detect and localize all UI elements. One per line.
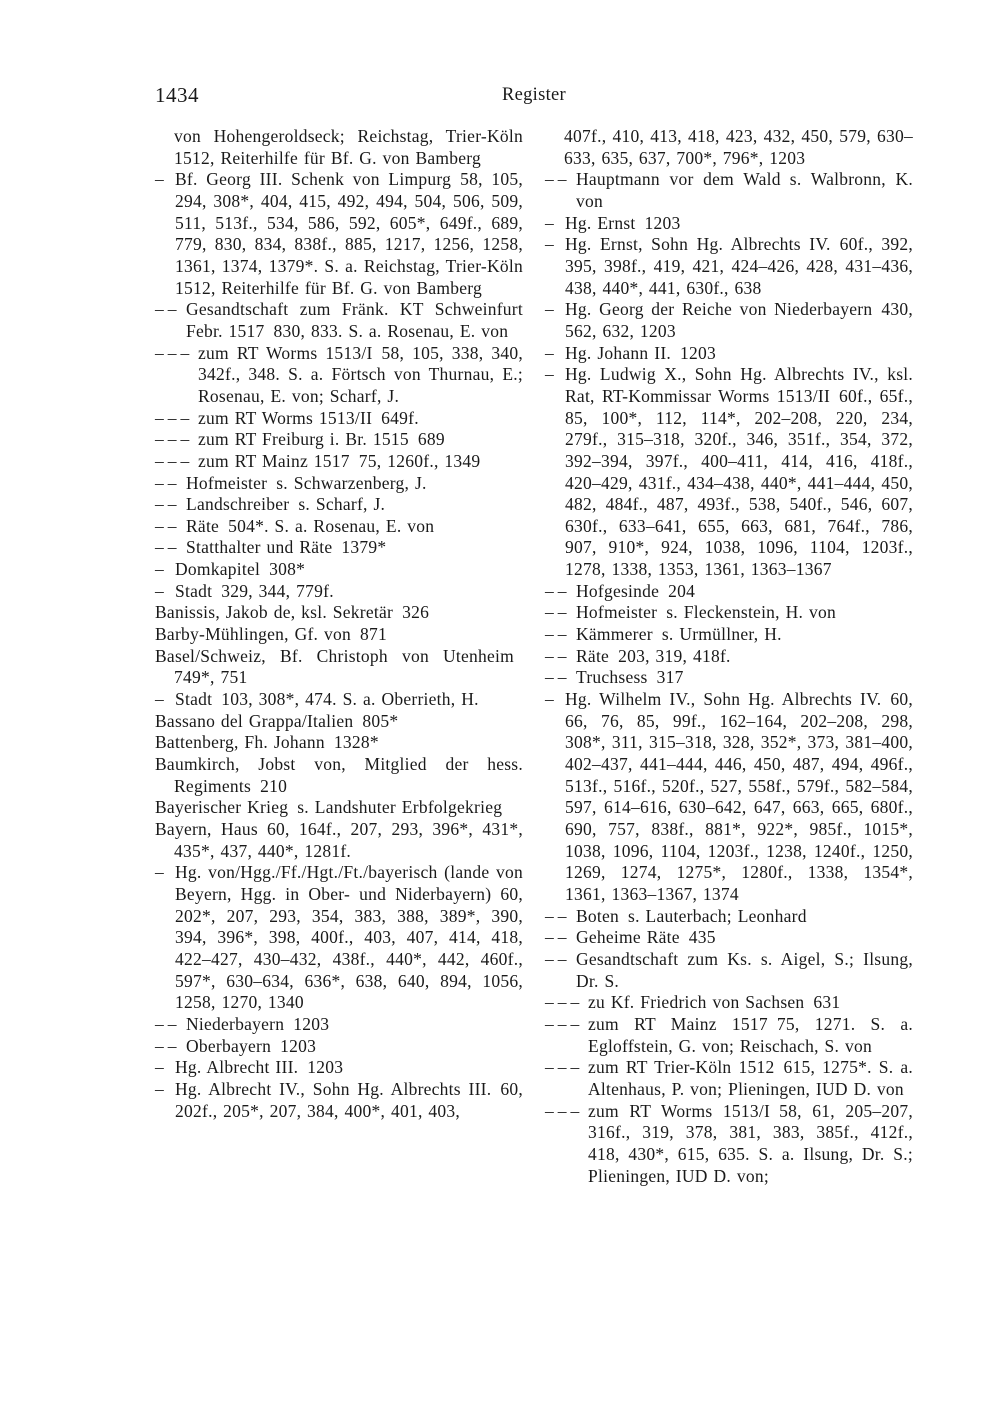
index-entry: – Hg. Ludwig X., Sohn Hg. Albrechts IV., ksl. Rat, RT-Kommissar Worms 1513/II 60f., 65f., 85, 100*, 112, 114*, 202–208, 220, 234, 279f., 315–318, 320f., 346, 351f., 354, 372, 392–394, 397f., 400–411, 414, 416, 418f., 420–429, 431f., 434–438, 440*, 441–444, 450, 482, 484f., 487, 493f., 538, 540f., 546, 607, 630f., 633–641, 655, 663, 681, 764f., 786, 907, 910*, 924, 1038, 1096, 1104, 1203f., 1278, 1338, 1353, 1361, 1363–1367 — [545, 364, 913, 580]
entry-dash: – — [155, 862, 164, 883]
entry-dash: – — [155, 580, 164, 601]
index-entry: – Hg. Albrecht III. 1203 — [155, 1057, 344, 1078]
entry-dash: – – – — [545, 1057, 580, 1078]
index-entry: Banissis, Jakob de, ksl. Sekretär 326 — [155, 602, 430, 623]
index-entry: – – Räte 504*. S. a. Rosenau, E. von — [155, 515, 435, 536]
entry-dash: – – — [545, 624, 567, 645]
index-entry: – Hg. von/Hgg./Ff./Hgt./Ft./bayerisch (lande von Beyern, Hgg. in Ober- und Niderbayern) 60, 202*, 207, 293, 354, 383, 388, 389*, 390, 394, 396*, 398, 400f., 403, 407, 414, 418, 422–427, 430–432, 438f., 440*, 442, 460f., 597*, 630–634, 636*, 638, 640, 894, 1056, 1258, 1270, 1340 — [155, 862, 523, 1013]
index-entry: – – Statthalter und Räte 1379* — [155, 537, 387, 558]
entry-dash: – – – — [545, 1013, 580, 1034]
entry-dash: – – — [155, 1013, 177, 1034]
index-entry: – – – zum RT Trier-Köln 1512 615, 1275*. S. a. Altenhaus, P. von; Plieningen, IUD D. von — [545, 1057, 913, 1099]
entry-dash: – – — [155, 515, 177, 536]
entry-dash: – — [545, 212, 554, 233]
index-entry: – Hg. Georg der Reiche von Niederbayern 430, 562, 632, 1203 — [545, 299, 913, 341]
index-entry: – Hg. Johann II. 1203 — [545, 342, 717, 363]
index-entry: – – – zum RT Worms 1513/I 58, 105, 338, 340, 342f., 348. S. a. Förtsch von Thurnau, E.; Rosenau, E. von; Scharf, J. — [155, 342, 523, 406]
index-entry: 407f., 410, 413, 418, 423, 432, 450, 579, 630–633, 635, 637, 700*, 796*, 1203 — [564, 126, 913, 168]
index-entry: – – Boten s. Lauterbach; Leonhard — [545, 905, 807, 926]
entry-dash: – — [545, 234, 554, 255]
index-entry: – – – zum RT Mainz 1517 75, 1271. S. a. Egloffstein, G. von; Reischach, S. von — [545, 1013, 913, 1056]
entry-dash: – – – — [545, 992, 580, 1013]
index-entry: – Stadt 103, 308*, 474. S. a. Oberrieth, H. — [155, 689, 479, 710]
index-entry: – – – zum RT Worms 1513/II 649f. — [155, 407, 419, 428]
index-entry: – – Hauptmann vor dem Wald s. Walbronn, K. von — [545, 169, 913, 211]
entry-dash: – — [545, 299, 554, 320]
page-header — [155, 83, 913, 109]
entry-dash: – — [545, 364, 554, 385]
entry-dash: – – — [545, 602, 567, 623]
entry-dash: – – — [155, 494, 177, 515]
index-entry: – – Landschreiber s. Scharf, J. — [155, 494, 386, 515]
index-entry: – – – zum RT Mainz 1517 75, 1260f., 1349 — [155, 450, 481, 471]
entry-dash: – – — [155, 537, 177, 558]
entry-dash: – – — [155, 1035, 177, 1056]
entry-dash: – — [545, 689, 554, 710]
column-right — [545, 126, 913, 1187]
index-entry: – – – zum RT Worms 1513/I 58, 61, 205–207, 316f., 319, 378, 381, 383, 385f., 412f., 418, 430*, 615, 635. S. a. Ilsung, Dr. S.; Plieningen, IUD D. von; — [545, 1100, 913, 1186]
index-entry: – – Gesandtschaft zum Fränk. KT Schweinfurt Febr. 1517 830, 833. S. a. Rosenau, E. von — [155, 299, 523, 341]
index-entry: Barby-Mühlingen, Gf. von 871 — [155, 624, 388, 645]
index-entry: – Hg. Wilhelm IV., Sohn Hg. Albrechts IV. 60, 66, 76, 85, 99f., 162–164, 202–208, 298, 308*, 311, 315–318, 328, 352*, 373, 381–400, 402–437, 441–444, 446, 450, 487, 494, 496f., 513f., 516f., 520f., 527, 558f., 579f., 582–584, 597, 614–616, 630–642, 647, 663, 665, 680f., 690, 757, 838f., 881*, 922*, 985f., 1015*, 1038, 1096, 1104, 1203f., 1238, 1240f., 1250, 1269, 1274, 1275*, 1280f., 1338, 1354*, 1361, 1363–1367, 1374 — [545, 689, 913, 904]
index-entry: – – – zum RT Freiburg i. Br. 1515 689 — [155, 429, 445, 450]
index-entry: – – Niederbayern 1203 — [155, 1013, 330, 1034]
entry-dash: – – — [545, 645, 567, 666]
entry-dash: – — [155, 559, 164, 580]
index-entry: Bayern, Haus 60, 164f., 207, 293, 396*, 431*, 435*, 437, 440*, 1281f. — [155, 819, 523, 861]
index-entry: Baumkirch, Jobst von, Mitglied der hess. Regiments 210 — [155, 754, 523, 796]
running-title: Register — [501, 85, 567, 105]
index-entry: – – Räte 203, 319, 418f. — [545, 645, 731, 666]
index-entry: – – Hofgesinde 204 — [545, 580, 696, 601]
index-entry: – – Oberbayern 1203 — [155, 1035, 317, 1056]
index-entry: – – Gesandtschaft zum Ks. s. Aigel, S.; Ilsung, Dr. S. — [545, 948, 913, 991]
entry-dash: – – – — [545, 1100, 580, 1121]
index-entry: – Stadt 329, 344, 779f. — [155, 580, 334, 601]
index-entry: – Hg. Albrecht IV., Sohn Hg. Albrechts III. 60, 202f., 205*, 207, 384, 400*, 401, 403, — [155, 1078, 523, 1121]
index-entry: – – – zu Kf. Friedrich von Sachsen 631 — [545, 992, 841, 1013]
index-entry: – – Hofmeister s. Fleckenstein, H. von — [545, 602, 836, 623]
entry-dash: – — [155, 1057, 164, 1078]
index-entry: – Hg. Ernst, Sohn Hg. Albrechts IV. 60f., 392, 395, 398f., 419, 421, 424–426, 428, 431–436, 438, 440*, 441, 630f., 638 — [545, 234, 913, 298]
entry-dash: – – — [545, 580, 567, 601]
index-entry: – – Truchsess 317 — [545, 667, 684, 688]
entry-dash: – – — [155, 472, 177, 493]
index-entry: – Bf. Georg III. Schenk von Limpurg 58, 105, 294, 308*, 404, 415, 492, 494, 504, 506, 509, 511, 513f., 534, 586, 592, 605*, 649f., 689, 779, 830, 834, 838f., 885, 1217, 1256, 1258, 1361, 1374, 1379*. S. a. Reichstag, Trier-Köln 1512, Reiterhilfe für Bf. G. von Bamberg — [155, 169, 523, 298]
index-entry: – – Geheime Räte 435 — [545, 927, 716, 948]
index-entry: – Domkapitel 308* — [155, 559, 306, 580]
index-entry: Basel/Schweiz, Bf. Christoph von Utenheim 749*, 751 — [155, 645, 523, 688]
register-content — [155, 126, 913, 1187]
page-number: 1434 — [155, 83, 199, 107]
entry-dash: – – – — [155, 429, 190, 450]
entry-dash: – — [155, 1078, 164, 1099]
index-entry: – Hg. Ernst 1203 — [545, 212, 681, 233]
entry-dash: – — [155, 169, 164, 190]
index-entry: von Hohengeroldseck; Reichstag, Trier-Köln 1512, Reiterhilfe für Bf. G. von Bamberg — [174, 126, 523, 168]
entry-dash: – – — [545, 905, 567, 926]
entry-dash: – – — [155, 299, 177, 320]
index-entry: – – Hofmeister s. Schwarzenberg, J. — [155, 472, 427, 493]
entry-dash: – – — [545, 169, 567, 190]
index-entry: – – Kämmerer s. Urmüllner, H. — [545, 624, 782, 645]
index-entry: Bassano del Grappa/Italien 805* — [155, 710, 399, 731]
column-left — [155, 126, 523, 1187]
entry-dash: – – – — [155, 407, 190, 428]
entry-dash: – — [155, 689, 164, 710]
entry-dash: – – — [545, 948, 567, 969]
entry-dash: – — [545, 342, 554, 363]
entry-dash: – – – — [155, 450, 190, 471]
entry-dash: – – — [545, 927, 567, 948]
index-entry: Bayerischer Krieg s. Landshuter Erbfolgekrieg — [155, 797, 503, 818]
entry-dash: – – – — [155, 342, 190, 363]
index-entry: Battenberg, Fh. Johann 1328* — [155, 732, 379, 753]
entry-dash: – – — [545, 667, 567, 688]
